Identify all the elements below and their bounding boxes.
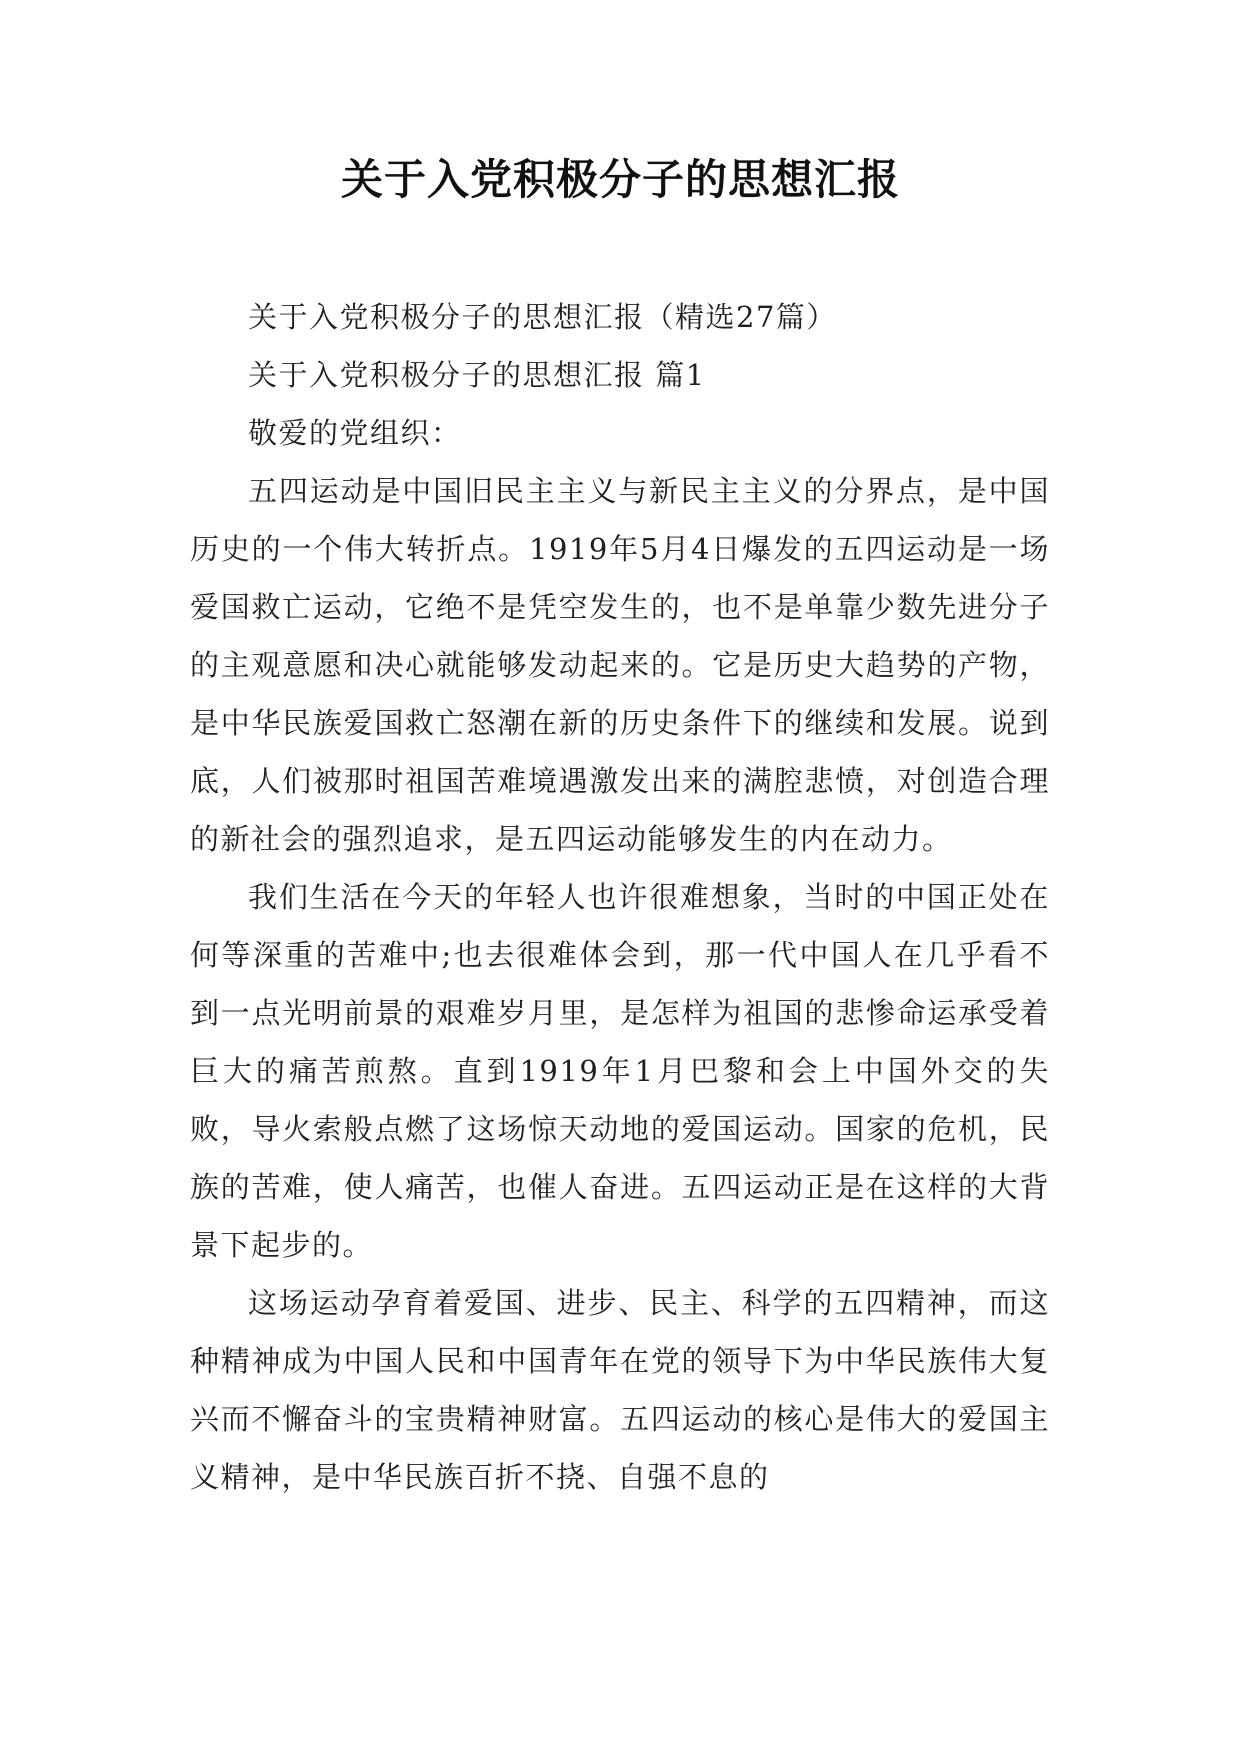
paragraph-subtitle: 关于入党积极分子的思想汇报（精选27篇） [248,300,837,334]
document-body [190,288,1050,1506]
paragraph: 我们生活在今天的年轻人也许很难想象，当时的中国正处在何等深重的苦难中;也去很难体会到，那一代中国人在几乎看不到一点光明前景的艰难岁月里，是怎样为祖国的悲惨命运承受着巨大的痛苦煎熬。直到1919年1月巴黎和会上中国外交的失败，导火索般点燃了这场惊天动地的爱国运动。国家的危机，民族的苦难，使人痛苦，也催人奋进。五四运动正是在这样的大背景下起步的。 [190,880,1050,1262]
paragraph-salutation: 敬爱的党组织： [248,416,462,450]
paragraph-section-heading: 关于入党积极分子的思想汇报 篇1 [248,358,706,392]
paragraph: 这场运动孕育着爱国、进步、民主、科学的五四精神，而这种精神成为中国人民和中国青年在党的领导下为中华民族伟大复兴而不懈奋斗的宝贵精神财富。五四运动的核心是伟大的爱国主义精神，是中华民族百折不挠、自强不息的 [190,1286,1050,1494]
paragraph: 五四运动是中国旧民主主义与新民主主义的分界点，是中国历史的一个伟大转折点。1919年5月4日爆发的五四运动是一场爱国救亡运动，它绝不是凭空发生的，也不是单靠少数先进分子的主观意愿和决心就能够发动起来的。它是历史大趋势的产物，是中华民族爱国救亡怒潮在新的历史条件下的继续和发展。说到底，人们被那时祖国苦难境遇激发出来的满腔悲愤，对创造合理的新社会的强烈追求，是五四运动能够发生的内在动力。 [190,474,1050,856]
document-title: 关于入党积极分子的思想汇报 [340,155,900,204]
